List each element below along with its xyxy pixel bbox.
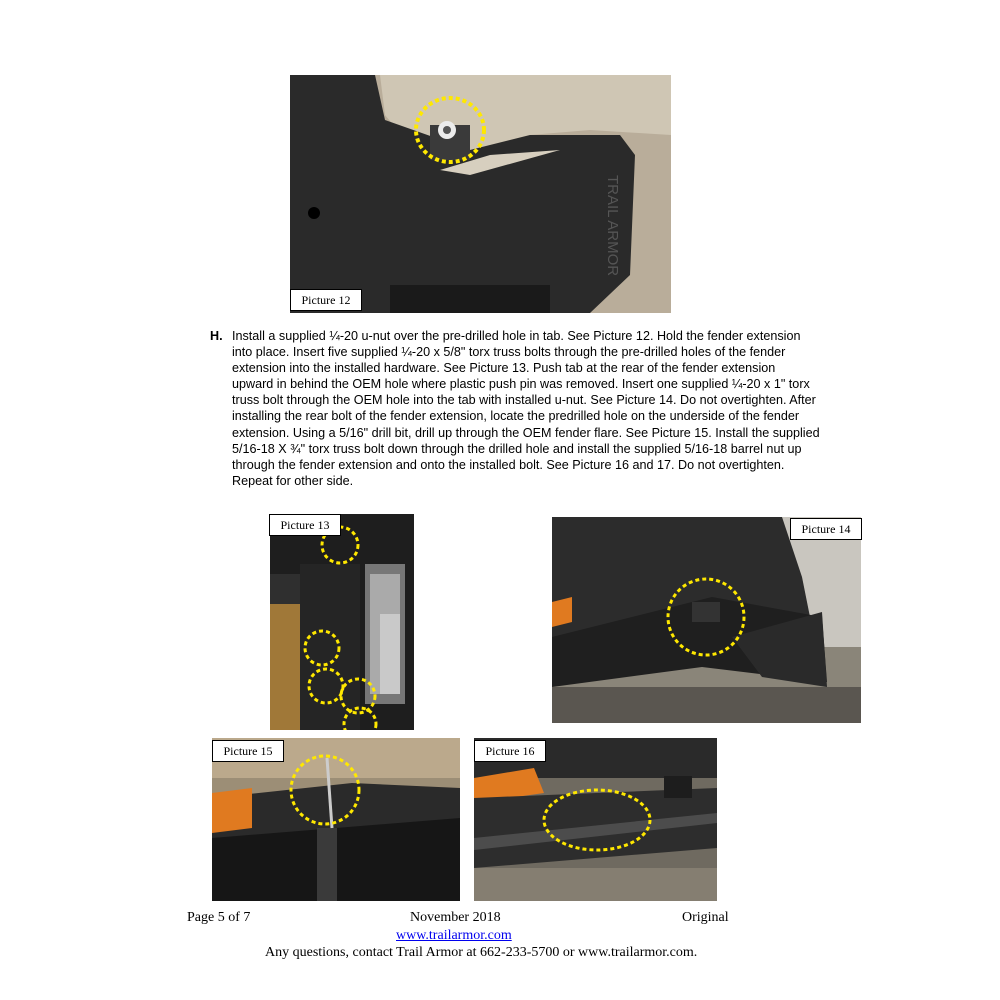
picture-14-photo xyxy=(552,517,861,723)
step-letter: H. xyxy=(210,329,223,343)
picture-16-caption: Picture 16 xyxy=(474,740,546,762)
step-text: Install a supplied ¼-20 u-nut over the pre-drilled hole in tab. See Picture 12. Hold the fender extension into place. Insert five supplied ¼-20 x 5/8" torx truss bolts through the pre-drilled holes of the fender extension into the installed hardware. See Picture 13. Push tab at the rear of the fender extension upward in behind the OEM hole where plastic push pin was removed. Insert one supplied ¼-20 x 1" torx truss bolt through the OEM hole into the tab with installed u-nut. See Picture 14. Do not overtighten. After installing the rear bolt of the fender extension, locate the predrilled hole on the underside of the fender extension. Using a 5/16" drill bit, drill up through the OEM fender flare. See Picture 15. Install the supplied 5/16-18 X ¾" torx truss bolt down through the drilled hole and install the supplied 5/16-18 barrel nut up through the fender extension and onto the installed bolt. See Picture 16 and 17. Do not overtighten. Repeat for other side. xyxy=(232,329,820,488)
footer-page-number: Page 5 of 7 xyxy=(187,910,251,925)
footer-website-link[interactable]: www.trailarmor.com xyxy=(396,928,512,943)
svg-text:TRAIL ARMOR: TRAIL ARMOR xyxy=(604,175,621,277)
picture-12-caption: Picture 12 xyxy=(290,289,362,311)
picture-16-photo xyxy=(474,738,717,901)
picture-13-photo xyxy=(270,514,414,730)
footer-contact-line: Any questions, contact Trail Armor at 662-233-5700 or www.trailarmor.com. xyxy=(265,945,698,960)
picture-12-photo xyxy=(290,75,671,313)
instruction-step-h xyxy=(210,328,820,489)
picture-15-caption: Picture 15 xyxy=(212,740,284,762)
picture-14-caption: Picture 14 xyxy=(790,518,862,540)
picture-13-caption: Picture 13 xyxy=(269,514,341,536)
picture-15-photo xyxy=(212,738,460,901)
footer-status: Original xyxy=(682,910,729,925)
footer-date: November 2018 xyxy=(410,910,501,925)
